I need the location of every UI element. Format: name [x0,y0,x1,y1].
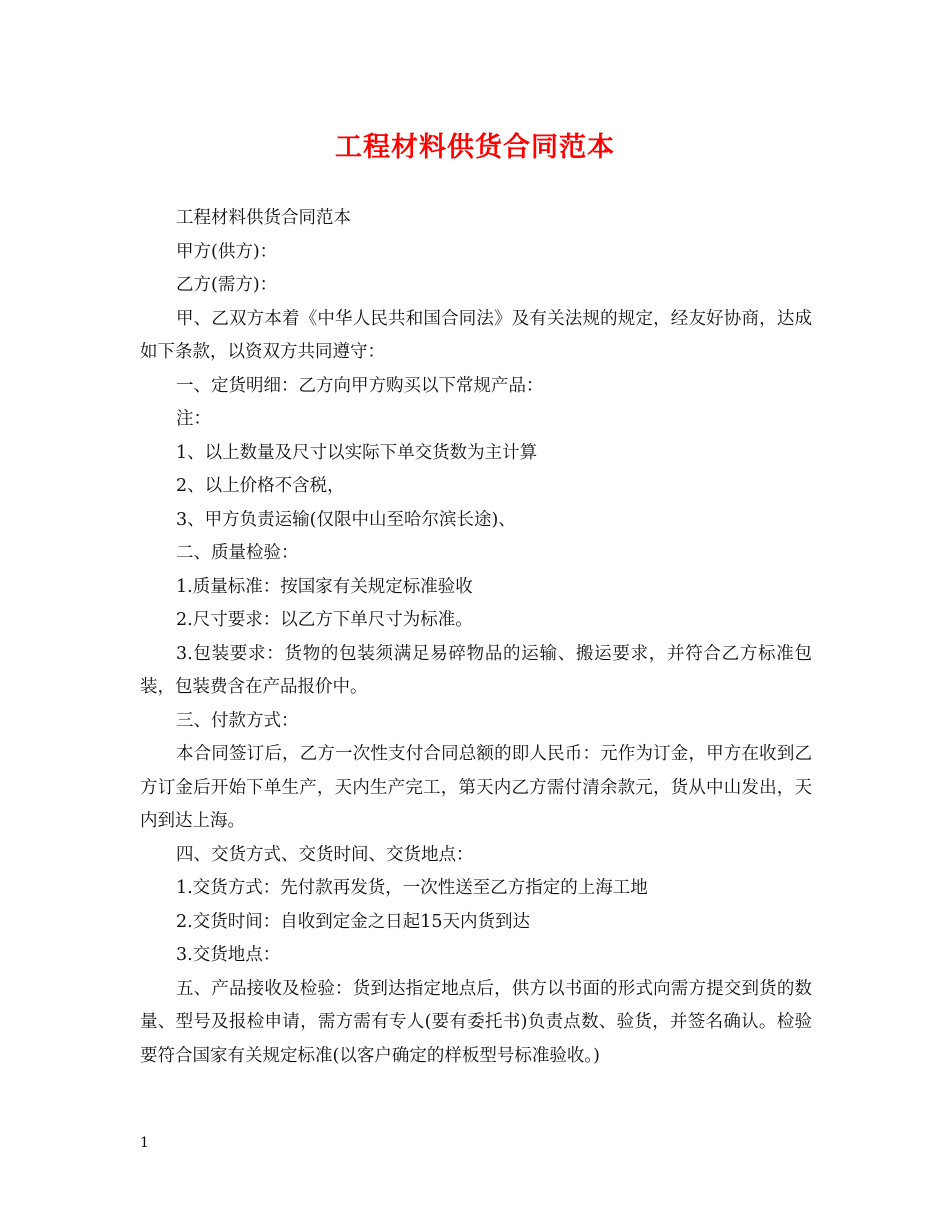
paragraph-note-2: 2、以上价格不含税， [176,476,345,496]
paragraph-party-a: 甲方(供方)： [176,241,278,262]
paragraph-note-1: 1、以上数量及尺寸以实际下单交货数为主计算 [176,442,538,463]
document-body [140,202,812,1073]
paragraph-delivery-method: 1.交货方式：先付款再发货，一次性送至乙方指定的上海工地 [176,878,648,898]
paragraph-party-b: 乙方(需方)： [176,275,278,295]
paragraph-section-3-heading: 三、付款方式： [176,710,299,731]
paragraph-note-label: 注： [176,409,211,429]
paragraph-quality-standard: 1.质量标准：按国家有关规定标准验收 [176,576,473,597]
paragraph-delivery-time: 2.交货时间：自收到定金之日起15天内货到达 [176,911,530,932]
paragraph-payment-terms: 本合同签订后，乙方一次性支付合同总额的即人民币：元作为订金，甲方在收到乙方订金后开始下单生产，天内生产完工，第天内乙方需付清余款元，货从中山发出，天内到达上海。 [140,744,812,831]
document-title: 工程材料供货合同范本 [335,132,615,163]
paragraph-section-4-heading: 四、交货方式、交货时间、交货地点： [176,844,474,865]
paragraph-doc-name: 工程材料供货合同范本 [176,208,351,228]
paragraph-section-1-heading: 一、定货明细：乙方向甲方购买以下常规产品： [176,375,544,396]
paragraph-packaging-requirement: 3.包装要求：货物的包装须满足易碎物品的运输、搬运要求，并符合乙方标准包装，包装费含在产品报价中。 [140,643,812,697]
page-number: 1 [140,1135,149,1151]
paragraph-section-2-heading: 二、质量检验： [176,543,299,563]
paragraph-size-requirement: 2.尺寸要求：以乙方下单尺寸为标准。 [176,610,473,630]
paragraph-note-3: 3、甲方负责运输(仅限中山至哈尔滨长途)、 [176,509,516,530]
paragraph-delivery-location: 3.交货地点： [176,945,281,965]
paragraph-preamble: 甲、乙双方本着《中华人民共和国合同法》及有关法规的规定，经友好协商，达成如下条款，以资双方共同遵守： [140,308,812,362]
paragraph-section-5-inspection: 五、产品接收及检验：货到达指定地点后，供方以书面的形式向需方提交到货的数量、型号及报检申请，需方需有专人(要有委托书)负责点数、验货，并签名确认。检验要符合国家有关规定标准(以客户确定的样板型号标准验收。) [140,978,812,1066]
